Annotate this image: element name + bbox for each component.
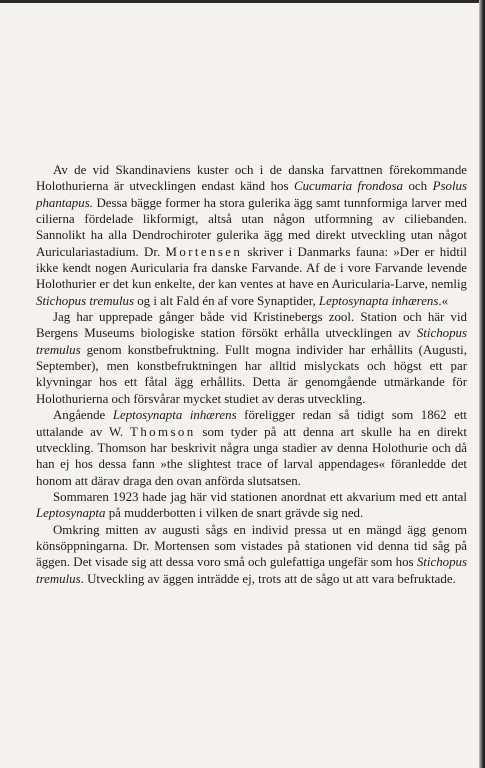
italic-span: Leptosynapta inhærens	[112, 408, 237, 423]
text-run: Angående	[53, 408, 113, 423]
text-run: på mudderbotten i vilken de snart grävde sig ned.	[105, 506, 364, 521]
italic-span: Psolus phantapus.	[36, 179, 467, 210]
text-run: . Utveckling av äggen inträdde ej, trots att de sågo ut att vara befruktade.	[80, 571, 456, 586]
spaced-name: Mortensen	[165, 244, 243, 259]
text-run: Omkring mitten av augusti sågs en individ pressa ut en mängd ägg genom könsöppningarna. Dr. Mortensen som vistades på stationen vid denna tid såg på äggen. Det visade sig att dessa voro små och gulefattiga ungefär som hos	[36, 522, 467, 570]
spaced-name: Thomson	[130, 424, 196, 439]
scan-right-edge	[479, 0, 485, 768]
text-run: genom konstbefruktning. Fullt mogna individer har erhållits (Augusti, September), men konstbefruktningen har alltid mislyckats och högst ett par klyvningar hos ett fåtal ägg erhållits. Detta är genomgående utmärkande för Holothurierna och försvårar mycket studiet av deras utveckling.	[36, 342, 467, 406]
italic-span: Leptosynapta	[36, 506, 106, 521]
scan-top-edge	[0, 0, 485, 3]
text-run: som tyder på att denna art skulle ha en direkt utveckling. Thomson har beskrivit några unga stadier av denna Holothurie och då han ej hos dessa fann »the slightest trace of larval appendages« föranledde det honom att därav draga den ovan anförda slutsatsen.	[36, 424, 467, 488]
text-run: Jag har upprepade gånger både vid Kristinebergs zool. Station och här vid Bergens Museums biologiske station försökt erhålla utvecklingen av	[36, 310, 467, 341]
text-run: Av de vid Skandinaviens kuster och i de danska farvattnen förekommande Holothurierna är utvecklingen endast känd hos	[36, 163, 467, 194]
italic-span: Cucumaria frondosa	[294, 179, 403, 194]
paragraph	[36, 309, 467, 407]
body-text	[36, 162, 467, 587]
italic-span: Leptosynapta inhærens	[318, 293, 439, 308]
paragraph	[36, 407, 467, 489]
text-run: .«	[438, 293, 449, 308]
italic-span: Stichopus tremulus	[36, 293, 134, 308]
italic-span: Stichopus tremulus	[36, 326, 467, 357]
text-run: Dessa bägge former ha stora gulerika ägg samt tunnformiga larver med cilierna fördelade likformigt, altså utan någon utformning av ciliebanden. Sannolikt ha alla Dendrochiroter gulerika ägg med direkt utveckling utan något Auriculariastadium. Dr.	[36, 195, 467, 259]
paragraph	[36, 489, 467, 522]
text-run: föreligger redan så tidigt som 1862 ett uttalande av W.	[36, 408, 467, 439]
paragraph	[36, 522, 467, 587]
text-run: og i alt Fald én af vore Synaptider,	[134, 293, 319, 308]
text-run: Sommaren 1923 hade jag här vid stationen anordnat ett akvarium med ett antal	[53, 489, 467, 504]
italic-span: Stichopus tremulus	[36, 555, 467, 586]
text-run: skriver i Danmarks fauna: »Der er hidtil ikke kendt nogen Auricularia fra danske Farvande. Af de i vore Farvande levende Holothurier er det kun enkelte, der kan ventes at have en Auricularia-Larve, nemlig	[36, 244, 467, 292]
text-run: och	[402, 179, 433, 194]
paragraph	[36, 162, 467, 309]
